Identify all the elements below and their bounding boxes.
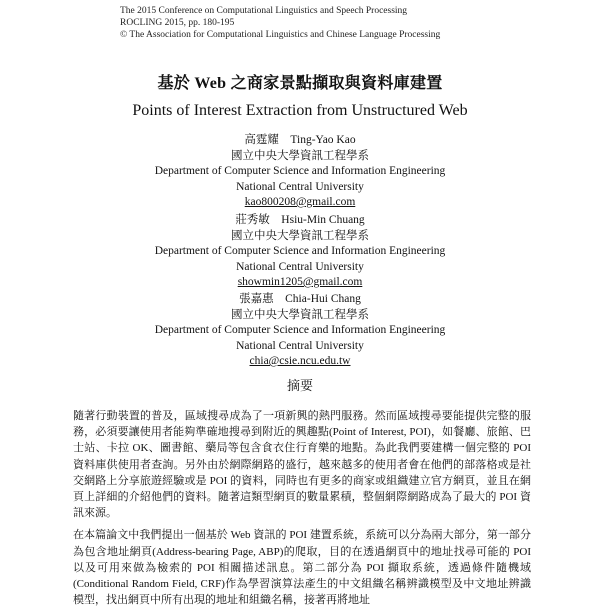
author-dept-en: Department of Computer Science and Information Engineering xyxy=(154,324,446,336)
author-university: National Central University xyxy=(236,339,364,352)
author-block-2 xyxy=(0,213,600,291)
author-block-3 xyxy=(0,292,600,370)
author-email-link[interactable]: kao800208@gmail.com xyxy=(244,196,356,208)
author-name: 張嘉惠 Chia-Hui Chang xyxy=(239,293,361,305)
author-name: 高霆耀 Ting-Yao Kao xyxy=(244,134,356,146)
author-dept-zh: 國立中央大學資訊工程學系 xyxy=(231,308,369,321)
author-dept-en: Department of Computer Science and Information Engineering xyxy=(154,245,446,257)
author-dept-en: Department of Computer Science and Information Engineering xyxy=(154,165,446,177)
author-email-link[interactable]: chia@csie.ncu.edu.tw xyxy=(249,355,351,367)
abstract-paragraph-1: 隨著行動裝置的普及，區域搜尋成為了一項新興的熱門服務。然而區域搜尋要能提供完整的服務，必須要讓使用者能夠準確地搜尋到附近的興趣點(Point of Interest, POI)，如餐廳、旅館、巴士站、卡拉 OK、圖書館、藥局等包含食衣住行育樂的地點。為此我們要建構一個完整的 POI 資料庫供使用者查詢。另外由於網際網路的盛行，越來越多的使用者會在他們的部落格或是社交網路上分享旅遊經驗或是 POI 的資料，同時也有更多的商家或組織建立官方網頁，並且在網頁上詳細的介紹他們的資料。隨著這類型網頁的數量累積，整個網際網路成為了最大的 POI 資訊來源。 xyxy=(73,410,531,520)
abstract-body xyxy=(73,408,531,614)
header-line-1: The 2015 Conference on Computational Linguistics and Speech Processing xyxy=(120,6,408,16)
header-line-2: ROCLING 2015, pp. 180-195 xyxy=(120,18,235,28)
author-name: 莊秀敏 Hsiu-Min Chuang xyxy=(235,214,365,226)
paper-title-english: Points of Interest Extraction from Unstructured Web xyxy=(132,102,468,119)
conference-header xyxy=(120,5,440,41)
paper-title-chinese: 基於 Web 之商家景點擷取與資料庫建置 xyxy=(157,75,443,92)
author-dept-zh: 國立中央大學資訊工程學系 xyxy=(231,149,369,162)
abstract-heading: 摘要 xyxy=(286,378,313,393)
author-email-link[interactable]: showmin1205@gmail.com xyxy=(237,276,363,288)
author-dept-zh: 國立中央大學資訊工程學系 xyxy=(231,229,369,242)
header-line-3: © The Association for Computational Linguistics and Chinese Language Processing xyxy=(120,30,441,40)
author-block-1 xyxy=(0,133,600,211)
author-university: National Central University xyxy=(236,180,364,193)
abstract-paragraph-2: 在本篇論文中我們提出一個基於 Web 資訊的 POI 建置系統，系統可以分為兩大部分，第一部分為包含地址網頁(Address-bearing Page, ABP)的爬取，目的在透過網頁中的地址找尋可能的 POI 以及可用來做為檢索的 POI 相關描述訊息。第二部分為 POI 擷取系統，透過條件隨機域(Conditional Random Field, CRF)作為學習演算法產生的中文組織名稱辨識模型及中文地址辨識模型，找出網頁中所有出現的地址和組織名稱，接著再將地址 xyxy=(73,529,531,607)
author-university: National Central University xyxy=(236,260,364,273)
